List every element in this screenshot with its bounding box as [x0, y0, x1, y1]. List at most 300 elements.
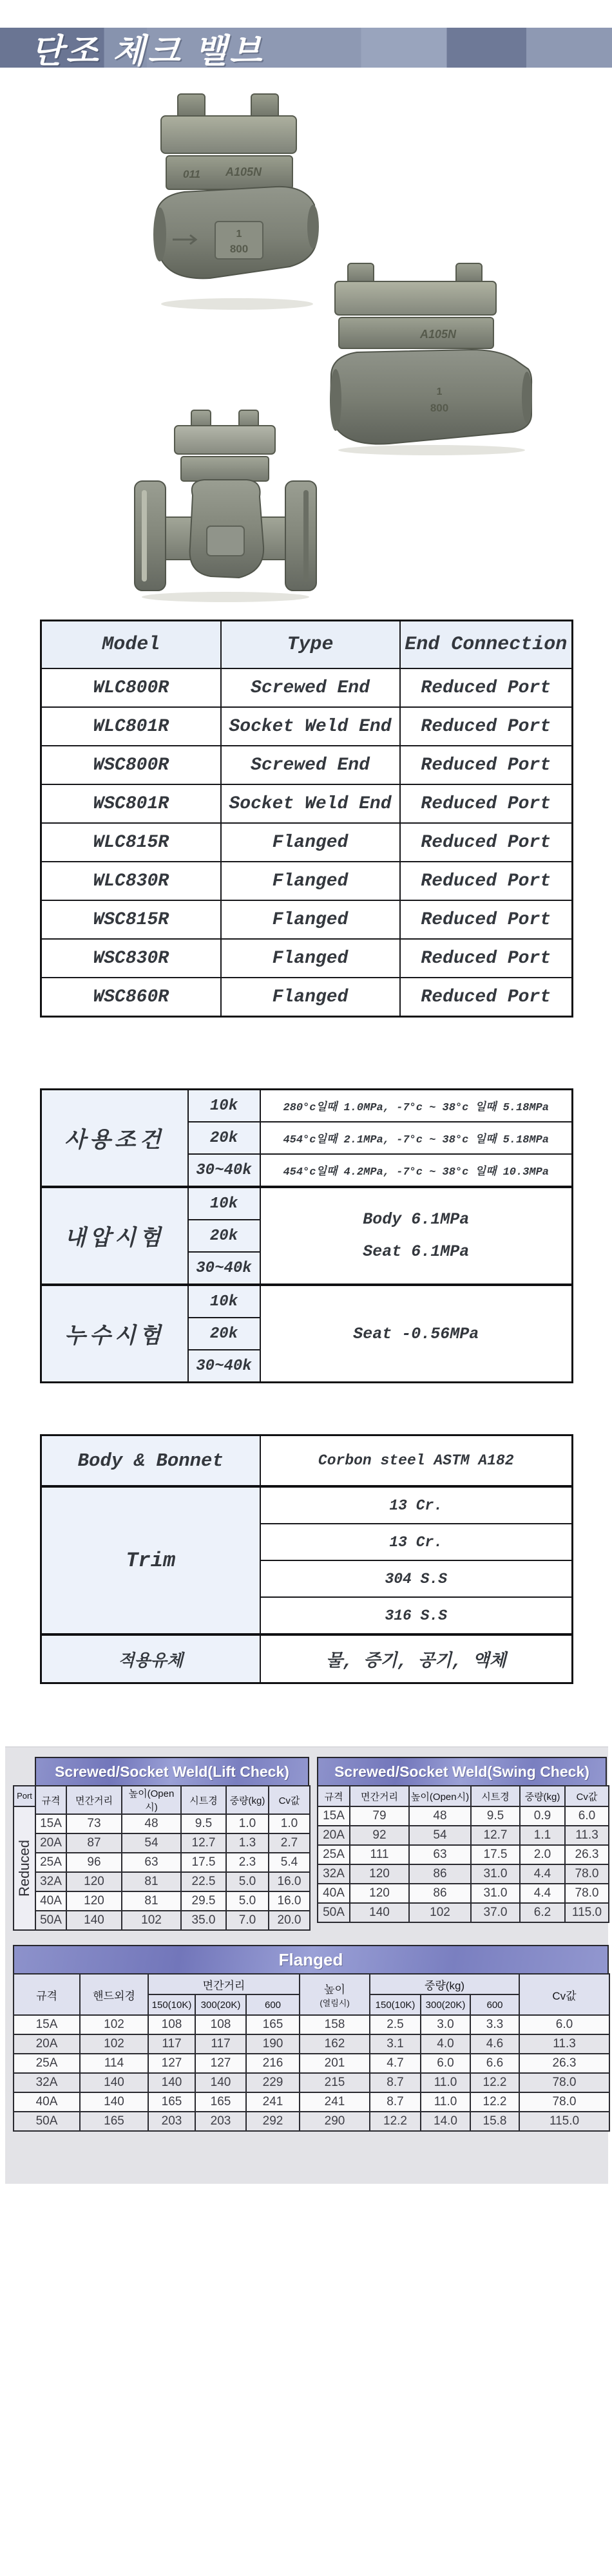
- pressure-class-cell: 30~40k: [188, 1252, 260, 1285]
- cell: Flanged: [221, 900, 400, 939]
- cell: WSC801R: [41, 784, 221, 823]
- cell: 29.5: [181, 1891, 226, 1911]
- table-row: [35, 1814, 310, 1833]
- cell: 6.0: [565, 1806, 609, 1826]
- cell: 15.8: [470, 2112, 519, 2131]
- cell: WLC830R: [41, 862, 221, 900]
- handle-od-col-header: 핸드외경: [80, 1974, 148, 2015]
- weight-col-header: 중량(kg): [520, 1786, 565, 1806]
- reduced-port-strip: [13, 1785, 36, 1931]
- applicable-fluid-label: 적용유체: [41, 1634, 260, 1683]
- valve-marking: 1: [236, 229, 242, 240]
- condition-value-cell: 454°c일때 2.1MPa, -7°c ~ 38°c 일때 5.18MPa: [260, 1122, 573, 1154]
- cell: 22.5: [181, 1872, 226, 1891]
- size-col-header: 규격: [35, 1786, 66, 1814]
- applicable-fluid-value: 물, 증기, 공기, 액체: [260, 1634, 573, 1683]
- cell: Screwed End: [221, 668, 400, 707]
- cell: 25A: [318, 1845, 350, 1864]
- cell: 96: [66, 1853, 122, 1872]
- cell: 48: [122, 1814, 181, 1833]
- body-plate: [207, 526, 244, 556]
- cell: 8.7: [370, 2092, 421, 2112]
- size-col-header: 규격: [14, 1974, 80, 2015]
- cell: Socket Weld End: [221, 707, 400, 746]
- cell: 31.0: [471, 1864, 520, 1884]
- table-row: [14, 2034, 609, 2054]
- cell: Reduced Port: [400, 939, 573, 978]
- cell: 79: [350, 1806, 409, 1826]
- cell: 120: [66, 1891, 122, 1911]
- pressure-class-cell: 20k: [188, 1122, 260, 1154]
- table-row: [41, 1435, 573, 1487]
- cell: 216: [246, 2054, 300, 2073]
- table-row: [14, 2073, 609, 2092]
- height-col-header: 높이(Open시): [409, 1786, 471, 1806]
- model-table: [40, 620, 573, 1018]
- bonnet-band: [339, 317, 493, 348]
- cell: 5.4: [269, 1853, 310, 1872]
- valve-photo-screwed: [153, 90, 321, 312]
- cell: 63: [122, 1853, 181, 1872]
- cell: WLC800R: [41, 668, 221, 707]
- cell: 3.3: [470, 2015, 519, 2034]
- bonnet-cap: [335, 281, 496, 315]
- valve-marking: 011: [183, 168, 201, 180]
- cell: 14.0: [421, 2112, 470, 2131]
- cell: 127: [148, 2054, 195, 2073]
- cell: Reduced Port: [400, 978, 573, 1017]
- flange-disk: [285, 481, 316, 591]
- pressure-test-seat-value: Seat 6.1MPa: [363, 1242, 470, 1261]
- table-row: [318, 1903, 609, 1922]
- rating-subheader: 600: [470, 1994, 519, 2015]
- cell: 0.9: [520, 1806, 565, 1826]
- flanged-table: [13, 1973, 610, 2132]
- cell: 4.7: [370, 2054, 421, 2073]
- cell: 12.2: [470, 2073, 519, 2092]
- cell: Reduced Port: [400, 668, 573, 707]
- height-col-header: 높이(Open시): [122, 1786, 181, 1814]
- table-row: [14, 2092, 609, 2112]
- cell: 140: [350, 1903, 409, 1922]
- trim-material: 13 Cr.: [260, 1524, 573, 1560]
- valve-marking: A105N: [419, 328, 457, 341]
- cell: 12.7: [471, 1826, 520, 1845]
- table-row: [35, 1853, 310, 1872]
- cell: 120: [66, 1872, 122, 1891]
- cell: 25A: [14, 2054, 80, 2073]
- condition-value-cell: [260, 1187, 573, 1285]
- cell: Reduced Port: [400, 862, 573, 900]
- cell: 102: [122, 1911, 181, 1930]
- face-to-face-group-header: 면간거리: [148, 1974, 300, 1994]
- cell: 114: [80, 2054, 148, 2073]
- flange-face-line: [303, 490, 309, 582]
- cell: 50A: [318, 1903, 350, 1922]
- cell: 9.5: [471, 1806, 520, 1826]
- cell: 1.3: [226, 1833, 269, 1853]
- valve-photo-flanged: [132, 409, 319, 602]
- leak-test-value: Seat -0.56MPa: [260, 1285, 573, 1383]
- cell: WLC815R: [41, 823, 221, 862]
- cell: 12.2: [370, 2112, 421, 2131]
- model-header-row: [41, 621, 573, 669]
- cell: 8.7: [370, 2073, 421, 2092]
- table-row: [41, 1285, 573, 1318]
- cell: 40A: [35, 1891, 66, 1911]
- swing-check-section: [317, 1757, 607, 1923]
- cell: 241: [300, 2092, 370, 2112]
- cell: 6.2: [520, 1903, 565, 1922]
- table-row: [41, 1634, 573, 1683]
- cell: 140: [80, 2073, 148, 2092]
- cell: 17.5: [181, 1853, 226, 1872]
- cell: WSC860R: [41, 978, 221, 1017]
- cell: 190: [246, 2034, 300, 2054]
- cell: 86: [409, 1864, 471, 1884]
- table-row: [318, 1845, 609, 1864]
- size-col-header: 규격: [318, 1786, 350, 1806]
- cell: 54: [409, 1826, 471, 1845]
- cell: Flanged: [221, 939, 400, 978]
- trim-material: 13 Cr.: [260, 1486, 573, 1524]
- table-row: [41, 746, 573, 784]
- cell: 4.6: [470, 2034, 519, 2054]
- table-row: [318, 1864, 609, 1884]
- flanged-section: [13, 1945, 609, 2132]
- valve-body: [331, 350, 531, 444]
- valve-photo-socket-weld: [330, 261, 533, 457]
- cell: 9.5: [181, 1814, 226, 1833]
- table-row: [14, 2054, 609, 2073]
- cell: 162: [300, 2034, 370, 2054]
- table-row: [41, 1486, 573, 1524]
- cell: 290: [300, 2112, 370, 2131]
- cell: 120: [350, 1864, 409, 1884]
- pressure-class-cell: 10k: [188, 1187, 260, 1220]
- conditions-table: [40, 1088, 573, 1383]
- bonnet-cap: [175, 426, 275, 454]
- cell: WSC800R: [41, 746, 221, 784]
- cell: 2.5: [370, 2015, 421, 2034]
- lift-check-section: [35, 1757, 309, 1931]
- cell: 165: [246, 2015, 300, 2034]
- cell: 6.0: [421, 2054, 470, 2073]
- height-col-header: [300, 1974, 370, 2015]
- pressure-class-cell: 30~40k: [188, 1154, 260, 1187]
- port-end: [153, 207, 166, 261]
- photo-shadow: [338, 445, 525, 455]
- cell: 50A: [14, 2112, 80, 2131]
- cell: Reduced Port: [400, 707, 573, 746]
- cell: 108: [195, 2015, 246, 2034]
- rating-subheader: 150(10K): [370, 1994, 421, 2015]
- cell: Reduced Port: [400, 900, 573, 939]
- cell: 4.0: [421, 2034, 470, 2054]
- cell: 140: [148, 2073, 195, 2092]
- type-col-header: Type: [221, 621, 400, 669]
- table-row: [41, 784, 573, 823]
- port-end: [330, 369, 341, 431]
- cell: 32A: [14, 2073, 80, 2092]
- cell: 15A: [35, 1814, 66, 1833]
- weight-group-header: 중량(kg): [370, 1974, 519, 1994]
- end-connection-col-header: End Connection: [400, 621, 573, 669]
- swing-check-title: Screwed/Socket Weld(Swing Check): [317, 1757, 607, 1785]
- cell: 12.7: [181, 1833, 226, 1853]
- cell: 102: [80, 2015, 148, 2034]
- cell: 32A: [35, 1872, 66, 1891]
- bonnet-bolt-icon: [178, 94, 205, 118]
- cell: 78.0: [565, 1864, 609, 1884]
- cell: 2.7: [269, 1833, 310, 1853]
- photo-shadow: [161, 298, 313, 310]
- table-row: [35, 1891, 310, 1911]
- cell: 115.0: [519, 2112, 609, 2131]
- cv-col-header: Cv값: [269, 1786, 310, 1814]
- cell: 165: [195, 2092, 246, 2112]
- page-title: 단조 체크 밸브: [31, 32, 265, 70]
- cell: 11.3: [565, 1826, 609, 1845]
- valve-marking: 800: [229, 243, 249, 255]
- cell: 3.0: [421, 2015, 470, 2034]
- cell: 292: [246, 2112, 300, 2131]
- cv-col-header: Cv값: [565, 1786, 609, 1806]
- table-row: [318, 1884, 609, 1903]
- flanged-title: Flanged: [13, 1945, 609, 1973]
- cell: 20.0: [269, 1911, 310, 1930]
- cell: 11.0: [421, 2073, 470, 2092]
- leak-test-label: 누수시험: [41, 1285, 188, 1383]
- table-row: [41, 1187, 573, 1220]
- cell: Reduced Port: [400, 823, 573, 862]
- pressure-class-cell: 20k: [188, 1318, 260, 1350]
- cell: 11.0: [421, 2092, 470, 2112]
- cell: 6.6: [470, 2054, 519, 2073]
- trim-label: Trim: [41, 1486, 260, 1634]
- cell: 92: [350, 1826, 409, 1845]
- cell: 4.4: [520, 1884, 565, 1903]
- pressure-class-cell: 30~40k: [188, 1350, 260, 1383]
- cell: 63: [409, 1845, 471, 1864]
- rating-subheader: 300(20K): [421, 1994, 470, 2015]
- swing-check-table: [317, 1785, 609, 1923]
- body-bonnet-label: Body & Bonnet: [41, 1435, 260, 1487]
- cell: 35.0: [181, 1911, 226, 1930]
- cell: 78.0: [519, 2092, 609, 2112]
- cell: 127: [195, 2054, 246, 2073]
- cell: 215: [300, 2073, 370, 2092]
- flange-disk: [135, 481, 166, 591]
- valve-marking: 800: [430, 402, 449, 414]
- cell: 2.0: [520, 1845, 565, 1864]
- cell: 158: [300, 2015, 370, 2034]
- cell: 1.1: [520, 1826, 565, 1845]
- trim-material: 316 S.S: [260, 1597, 573, 1634]
- cell: 31.0: [471, 1884, 520, 1903]
- cell: 117: [148, 2034, 195, 2054]
- cell: 5.0: [226, 1872, 269, 1891]
- cell: Flanged: [221, 823, 400, 862]
- cell: 87: [66, 1833, 122, 1853]
- reduced-port-vertical-label: Reduced: [16, 1839, 33, 1897]
- bonnet-band: [181, 457, 269, 481]
- pressure-class-cell: 10k: [188, 1285, 260, 1318]
- cell: Reduced Port: [400, 746, 573, 784]
- table-row: [35, 1911, 310, 1930]
- port-strip-body: [13, 1807, 36, 1931]
- cell: 3.1: [370, 2034, 421, 2054]
- cell: Reduced Port: [400, 784, 573, 823]
- cell: 50A: [35, 1911, 66, 1930]
- rating-subheader: 600: [246, 1994, 300, 2015]
- cell: 15A: [318, 1806, 350, 1826]
- condition-value-cell: 454°c일때 4.2MPa, -7°c ~ 38°c 일때 10.3MPa: [260, 1154, 573, 1187]
- face-to-face-col-header: 면간거리: [350, 1786, 409, 1806]
- valve-marking: 1: [436, 386, 443, 397]
- cell: 140: [66, 1911, 122, 1930]
- cell: Flanged: [221, 978, 400, 1017]
- cell: 26.3: [519, 2054, 609, 2073]
- cell: 117: [195, 2034, 246, 2054]
- table-row: [41, 668, 573, 707]
- rating-subheader: 300(20K): [195, 1994, 246, 2015]
- dim-header-row: [318, 1786, 609, 1806]
- cell: Socket Weld End: [221, 784, 400, 823]
- table-row: [14, 2112, 609, 2131]
- cell: 40A: [318, 1884, 350, 1903]
- table-row: [41, 1090, 573, 1122]
- cell: 203: [148, 2112, 195, 2131]
- cell: 5.0: [226, 1891, 269, 1911]
- condition-value-cell: 280°c일때 1.0MPa, -7°c ~ 38°c 일때 5.18MPa: [260, 1090, 573, 1122]
- cell: 20A: [35, 1833, 66, 1853]
- cell: 25A: [35, 1853, 66, 1872]
- bonnet-bolt-icon: [251, 94, 278, 118]
- cell: 54: [122, 1833, 181, 1853]
- table-row: [41, 823, 573, 862]
- cell: 81: [122, 1891, 181, 1911]
- cell: 1.0: [269, 1814, 310, 1833]
- title-bar: [0, 28, 612, 68]
- lift-check-table: [35, 1785, 311, 1931]
- usage-conditions-label: 사용조건: [41, 1090, 188, 1188]
- height-col-line1: 높이: [324, 1984, 345, 1996]
- cell: 165: [80, 2112, 148, 2131]
- cell: 102: [80, 2034, 148, 2054]
- table-row: [14, 2015, 609, 2034]
- dim-header-row: [14, 1974, 609, 1994]
- rating-subheader: 150(10K): [148, 1994, 195, 2015]
- dim-header-row: [35, 1786, 310, 1814]
- table-row: [318, 1826, 609, 1845]
- port-end: [307, 205, 319, 249]
- pressure-class-cell: 10k: [188, 1090, 260, 1122]
- bonnet-cap: [161, 116, 296, 153]
- cell: Screwed End: [221, 746, 400, 784]
- height-col-line2: (열림시): [320, 1998, 350, 2008]
- cell: 115.0: [565, 1903, 609, 1922]
- cell: 1.0: [226, 1814, 269, 1833]
- cell: 229: [246, 2073, 300, 2092]
- cell: 17.5: [471, 1845, 520, 1864]
- cell: 140: [195, 2073, 246, 2092]
- table-row: [41, 939, 573, 978]
- table-row: [41, 707, 573, 746]
- model-col-header: Model: [41, 621, 221, 669]
- cell: 15A: [14, 2015, 80, 2034]
- cell: 12.2: [470, 2092, 519, 2112]
- cell: 86: [409, 1884, 471, 1903]
- cell: 102: [409, 1903, 471, 1922]
- photo-shadow: [142, 592, 309, 602]
- trim-material: 304 S.S: [260, 1560, 573, 1597]
- cell: WLC801R: [41, 707, 221, 746]
- cell: 78.0: [519, 2073, 609, 2092]
- flange-face-line: [142, 490, 147, 582]
- cell: 241: [246, 2092, 300, 2112]
- pressure-test-label: 내압시험: [41, 1187, 188, 1285]
- seat-dia-col-header: 시트경: [471, 1786, 520, 1806]
- cv-col-header: Cv값: [519, 1974, 609, 2015]
- cell: 108: [148, 2015, 195, 2034]
- body-bonnet-material: Corbon steel ASTM A182: [260, 1435, 573, 1487]
- table-row: [41, 862, 573, 900]
- cell: 11.3: [519, 2034, 609, 2054]
- table-row: [41, 978, 573, 1017]
- cell: 201: [300, 2054, 370, 2073]
- cell: 7.0: [226, 1911, 269, 1930]
- cell: 16.0: [269, 1872, 310, 1891]
- cell: 120: [350, 1884, 409, 1903]
- table-row: [318, 1806, 609, 1826]
- port-end: [522, 372, 532, 423]
- seat-dia-col-header: 시트경: [181, 1786, 226, 1814]
- cell: 20A: [14, 2034, 80, 2054]
- cell: 26.3: [565, 1845, 609, 1864]
- materials-table: [40, 1434, 573, 1684]
- cell: 81: [122, 1872, 181, 1891]
- cell: Flanged: [221, 862, 400, 900]
- cell: 165: [148, 2092, 195, 2112]
- face-to-face-col-header: 면간거리: [66, 1786, 122, 1814]
- pressure-class-cell: 20k: [188, 1220, 260, 1252]
- cell: 37.0: [471, 1903, 520, 1922]
- cell: 6.0: [519, 2015, 609, 2034]
- cell: 78.0: [565, 1884, 609, 1903]
- table-row: [35, 1872, 310, 1891]
- table-row: [41, 900, 573, 939]
- cell: 140: [80, 2092, 148, 2112]
- cell: 4.4: [520, 1864, 565, 1884]
- weight-col-header: 중량(kg): [226, 1786, 269, 1814]
- pressure-test-body-value: Body 6.1MPa: [363, 1210, 470, 1229]
- cell: 48: [409, 1806, 471, 1826]
- cell: 32A: [318, 1864, 350, 1884]
- cell: 20A: [318, 1826, 350, 1845]
- cell: WSC830R: [41, 939, 221, 978]
- cell: WSC815R: [41, 900, 221, 939]
- cell: 2.3: [226, 1853, 269, 1872]
- cell: 203: [195, 2112, 246, 2131]
- port-strip-header: Port: [13, 1785, 36, 1807]
- lift-check-title: Screwed/Socket Weld(Lift Check): [35, 1757, 309, 1785]
- cell: 40A: [14, 2092, 80, 2112]
- cell: 73: [66, 1814, 122, 1833]
- cell: 111: [350, 1845, 409, 1864]
- table-row: [35, 1833, 310, 1853]
- cell: 16.0: [269, 1891, 310, 1911]
